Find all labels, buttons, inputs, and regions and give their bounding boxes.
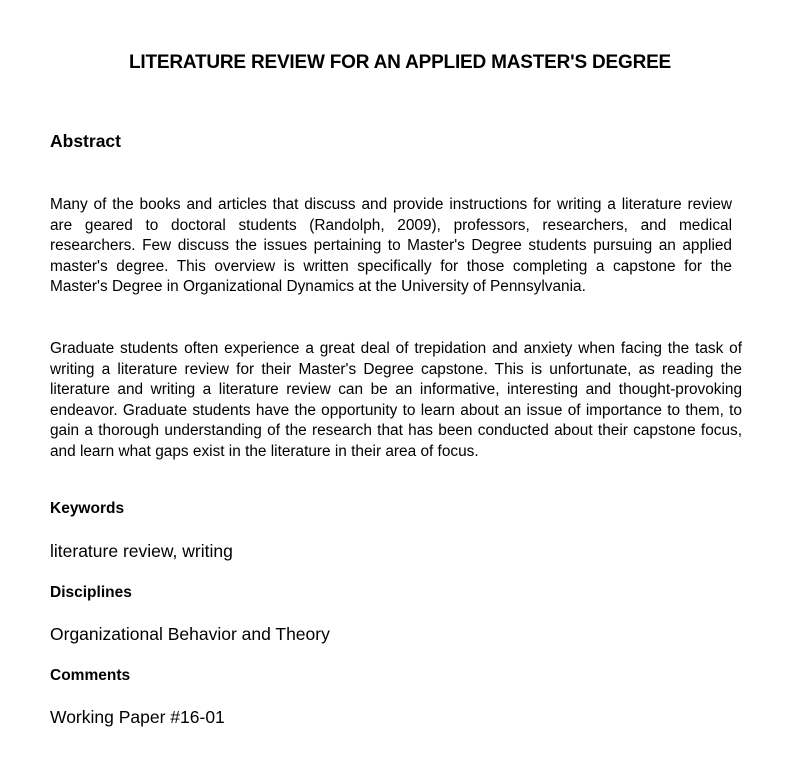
disciplines-heading: Disciplines (50, 584, 132, 601)
abstract-heading: Abstract (50, 131, 121, 151)
comments-value: Working Paper #16-01 (50, 707, 225, 727)
disciplines-value: Organizational Behavior and Theory (50, 624, 330, 644)
keywords-heading: Keywords (50, 500, 125, 517)
comments-heading: Comments (50, 667, 131, 684)
document-title: LITERATURE REVIEW FOR AN APPLIED MASTER'S DEGREE (128, 52, 672, 73)
abstract-paragraph-1: Many of the books and articles that discuss and provide instructions for writing a literature review are geared to doctoral students (Randolph, 2009), professors, researchers, and medical researchers. Few discuss the issues pertaining to Master's Degree students pursuing an applied master's degree. This overview is written specifically for those completing a capstone for the Master's Degree in Organizational Dynamics at the University of Pennsylvania. (50, 196, 732, 296)
keywords-value: literature review, writing (50, 541, 233, 561)
abstract-paragraph-2: Graduate students often experience a great deal of trepidation and anxiety when facing the task of writing a literature review for their Master's Degree capstone. This is unfortunate, as reading the literature and writing a literature review can be an informative, interesting and thought-provoking endeavor. Graduate students have the opportunity to learn about an issue of importance to them, to gain a thorough understanding of the research that has been conducted about their capstone focus, and learn what gaps exist in the literature in their area of focus. (50, 340, 742, 460)
